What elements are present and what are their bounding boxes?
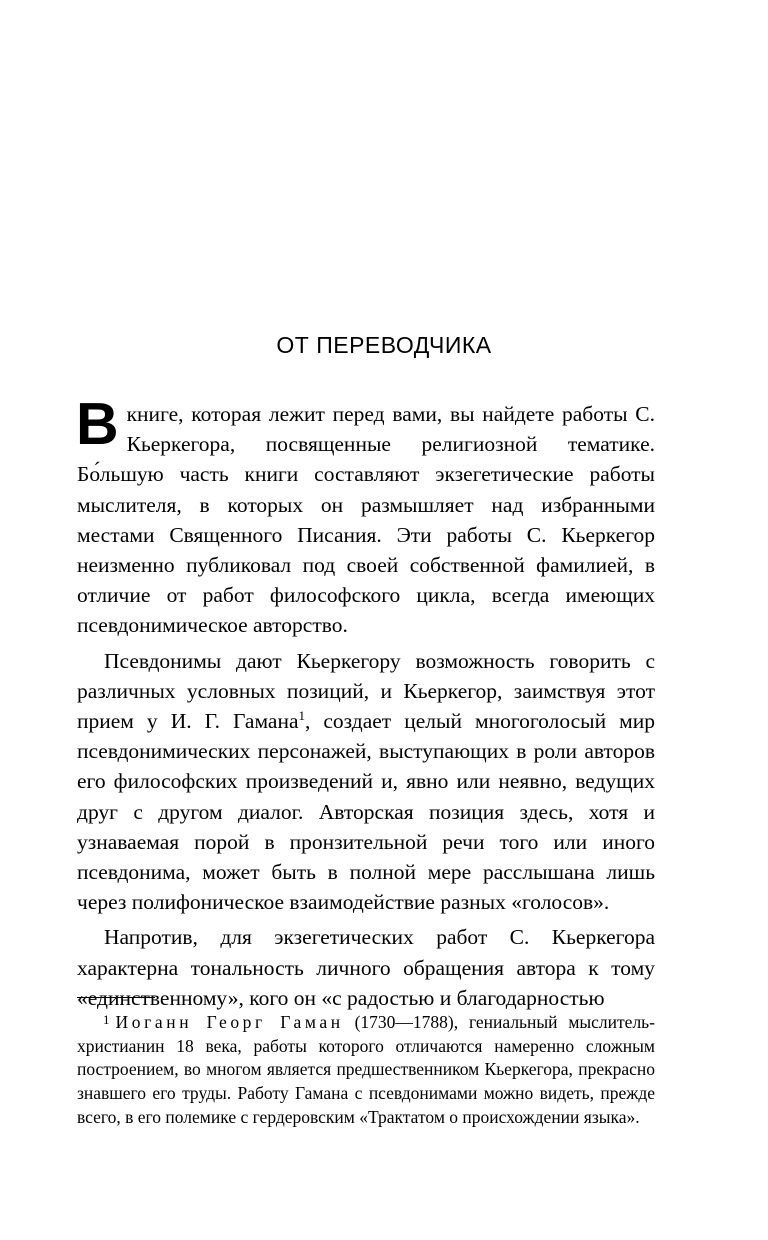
paragraph-2-text-end: , создает целый многоголосый мир псевдонимических персонажей, выступающих в роли авторов его философских произведений и, явно или неявно, ведущих друг с другом диалог. Авторская позиция здесь, хотя и узнаваемая порой в пронзительной речи того или иного псевдонима, может быть в полной мере расслышана лишь через полифоническое взаимодействие разных «голосов».	[77, 709, 655, 915]
drop-cap: В	[76, 391, 119, 457]
paragraph-2-text-start: Псевдонимы дают Кьеркегору возможность говорить с различных условных позиций, и Кьеркегор, заимствуя этот прием у И. Г. Гамана	[77, 648, 655, 734]
main-text	[76, 391, 655, 1013]
chapter-heading: ОТ ПЕРЕВОДЧИКА	[276, 332, 492, 358]
footnote-name: Иоганн Георг Гаман	[115, 1012, 344, 1032]
paragraph-3	[77, 922, 655, 1013]
footnote-separator	[77, 997, 155, 998]
paragraph-1	[76, 391, 655, 641]
footnote-marker: 1	[103, 1012, 110, 1027]
footnote	[77, 1008, 655, 1130]
paragraph-2	[77, 646, 655, 918]
footnote-reference[interactable]: 1	[298, 708, 305, 724]
paragraph-1-text: книге, которая лежит перед вами, вы найдете работы С. Кьеркегора, посвященные религиозной тематике. Бо́льшую часть книги составляют экзегетические работы мыслителя, в которых он размышляет над избранными местами Священного Писания. Эти работы С. Кьеркегор неизменно публиковал под своей собственной фамилией, в отличие от работ философского цикла, всегда имеющих псевдонимическое авторство.	[77, 402, 655, 638]
footnote-text: (1730—1788), гениальный мыслитель-христианин 18 века, работы которого отличаются намеренно сложным построением, во многом является предшественником Кьеркегора, прекрасно знавшего его труды. Работу Гамана с псевдонимами можно видеть, прежде всего, в его полемике с гердеровским «Трактатом о происхождении языка».	[77, 1012, 655, 1127]
paragraph-3-text: Напротив, для экзегетических работ С. Кьеркегора характерна тональность личного обращения автора к тому «единственному», кого он «с радостью и благодарностью	[77, 925, 655, 1010]
